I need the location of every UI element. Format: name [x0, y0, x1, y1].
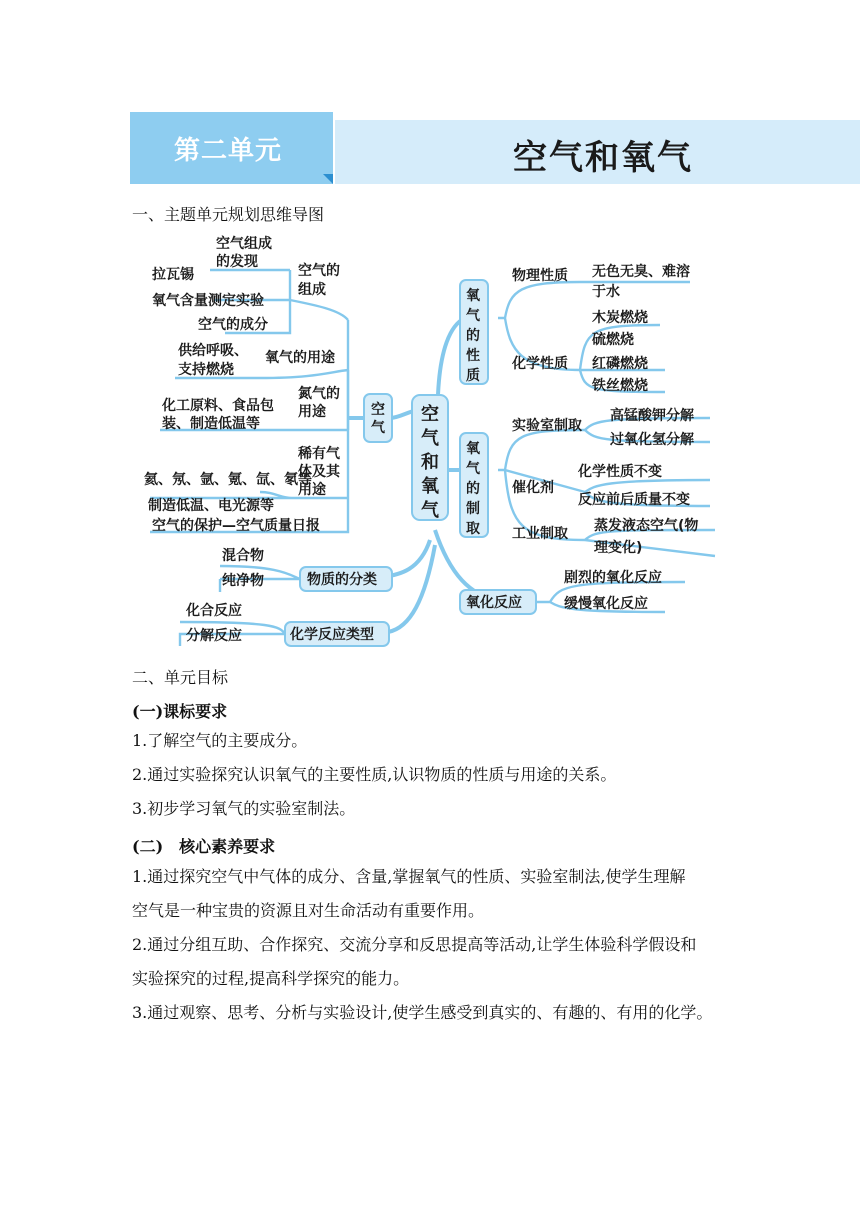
- physical-props-item-2: 于水: [592, 284, 620, 300]
- chemical-props-item-4: 铁丝燃烧: [592, 378, 648, 394]
- chemical-props-item-2: 硫燃烧: [592, 332, 634, 348]
- lab-prep-item-2: 过氧化氢分解: [610, 432, 694, 448]
- air-protection-label: 空气的保护—空气质量日报: [152, 518, 320, 534]
- unit-label-block: [130, 112, 333, 184]
- lab-prep-item-1: 高锰酸钾分解: [610, 408, 694, 424]
- svg-text:气: 气: [421, 500, 439, 521]
- oxygen-prep-char: 制: [466, 501, 480, 517]
- noble-gas-label-1: 稀有气: [298, 446, 340, 462]
- noble-gas-label-3: 用途: [298, 482, 326, 498]
- subheading-literacy: (二) 核心素养要求: [132, 837, 276, 856]
- composition-label-2: 组成: [298, 282, 326, 298]
- classification-item-2: 纯净物: [222, 573, 264, 589]
- oxygen-prep-char: 取: [466, 521, 480, 537]
- oxygen-prep-char: 气: [466, 461, 480, 477]
- catalyst-label: 催化剂: [512, 480, 554, 496]
- oxidation-item-1: 剧烈的氧化反应: [564, 570, 662, 586]
- oxygen-props-char: 的: [466, 328, 480, 344]
- mind-map: [140, 230, 730, 650]
- banner-notch: [323, 174, 333, 184]
- svg-text:氧: 氧: [421, 476, 439, 497]
- svg-text:和: 和: [421, 452, 439, 473]
- subheading-standards: (一)课标要求: [132, 702, 228, 721]
- svg-text:气: 气: [421, 428, 439, 449]
- experiment-label: 氧气含量测定实验: [152, 293, 264, 309]
- literacy-list: [132, 860, 742, 1030]
- reaction-types-label: 化学反应类型: [290, 627, 374, 643]
- industrial-prep-label: 工业制取: [512, 526, 568, 542]
- section-heading-mindmap: 一、主题单元规划思维导图: [132, 205, 325, 224]
- reaction-type-item-2: 分解反应: [186, 628, 242, 644]
- oxygen-prep-char: 的: [466, 481, 480, 497]
- physical-props-label: 物理性质: [512, 268, 568, 284]
- unit-title-block: [335, 120, 860, 184]
- chemical-props-label: 化学性质: [512, 356, 568, 372]
- center-node-label: [421, 403, 440, 521]
- composition-label-1: 空气的: [298, 263, 340, 279]
- ingredients-label: 空气的成分: [198, 317, 268, 333]
- oxidation-label: 氧化反应: [466, 595, 522, 611]
- chemical-props-item-1: 木炭燃烧: [592, 310, 648, 326]
- nitrogen-use-item-1: 化工原料、食品包: [162, 398, 274, 414]
- physical-props-item-1: 无色无臭、难溶: [592, 264, 690, 280]
- unit-banner: [130, 112, 860, 184]
- standards-list: [132, 724, 732, 826]
- node-air-label-2: 气: [371, 420, 385, 436]
- classification-item-1: 混合物: [222, 548, 264, 564]
- noble-gas-label-2: 体及其: [298, 464, 340, 480]
- standard-item: 2.通过实验探究认识氧气的主要性质,认识物质的性质与用途的关系。: [132, 765, 617, 784]
- catalyst-item-2: 反应前后质量不变: [578, 492, 690, 508]
- oxygen-props-char: 气: [466, 308, 480, 324]
- reaction-type-item-1: 化合反应: [186, 603, 242, 619]
- nitrogen-use-item-2: 装、制造低温等: [162, 416, 260, 432]
- discovery-label-2: 的发现: [216, 254, 258, 270]
- noble-gas-item-2: 制造低温、电光源等: [148, 498, 274, 514]
- lavoisier-label: 拉瓦锡: [152, 267, 194, 283]
- svg-text:空: 空: [421, 404, 439, 425]
- chemical-props-item-3: 红磷燃烧: [592, 356, 648, 372]
- industrial-prep-item-1: 蒸发液态空气(物: [594, 518, 699, 534]
- nitrogen-use-label-1: 氮气的: [298, 386, 340, 402]
- standard-item: 1.了解空气的主要成分。: [132, 731, 308, 750]
- section-heading-goals: 二、单元目标: [132, 668, 229, 687]
- oxygen-use-item-2: 支持燃烧: [178, 362, 234, 378]
- noble-gas-item-1: 氦、氖、氩、氪、氙、氡等: [144, 472, 312, 488]
- literacy-line: 2.通过分组互助、合作探究、交流分享和反思提高等活动,让学生体验科学假设和: [132, 935, 697, 954]
- industrial-prep-item-2: 理变化): [594, 540, 643, 556]
- literacy-line: 3.通过观察、思考、分析与实验设计,使学生感受到真实的、有趣的、有用的化学。: [132, 1003, 713, 1022]
- oxygen-use-item-1: 供给呼吸、: [178, 343, 248, 359]
- oxygen-use-label: 氧气的用途: [265, 350, 335, 366]
- literacy-line: 实验探究的过程,提高科学探究的能力。: [132, 969, 410, 988]
- nitrogen-use-label-2: 用途: [298, 404, 326, 420]
- oxygen-props-char: 质: [466, 368, 480, 384]
- oxidation-item-2: 缓慢氧化反应: [564, 596, 648, 612]
- standard-item: 3.初步学习氧气的实验室制法。: [132, 799, 356, 818]
- oxygen-props-char: 性: [466, 348, 480, 364]
- oxygen-prep-char: 氧: [466, 441, 480, 457]
- catalyst-item-1: 化学性质不变: [578, 464, 662, 480]
- node-air-label-1: 空: [371, 402, 385, 418]
- literacy-line: 空气是一种宝贵的资源且对生命活动有重要作用。: [132, 901, 485, 920]
- unit-title: 空气和氧气: [513, 138, 693, 178]
- literacy-line: 1.通过探究空气中气体的成分、含量,掌握氧气的性质、实验室制法,使学生理解: [132, 867, 686, 886]
- discovery-label-1: 空气组成: [216, 236, 272, 252]
- lab-prep-label: 实验室制取: [512, 418, 582, 434]
- unit-label: 第二单元: [174, 136, 283, 166]
- classification-label: 物质的分类: [307, 572, 377, 588]
- oxygen-props-char: 氧: [466, 288, 480, 304]
